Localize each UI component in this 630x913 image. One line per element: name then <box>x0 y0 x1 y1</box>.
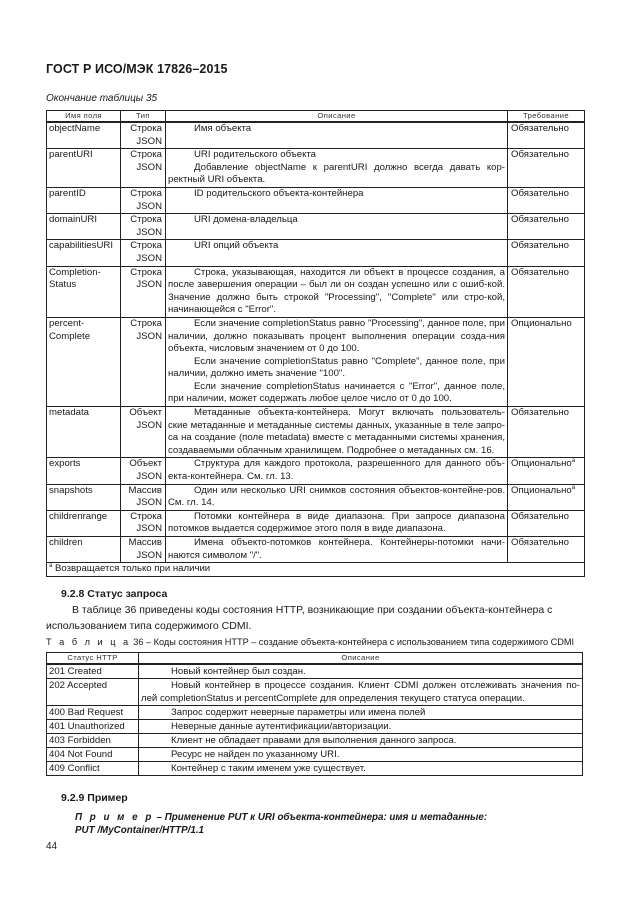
description-text: Контейнер с таким именем уже существует. <box>171 763 366 774</box>
requirement-cell <box>508 214 585 240</box>
requirement-cell <box>508 407 585 458</box>
type-value: JSON <box>136 226 162 238</box>
requirement-cell <box>508 149 585 188</box>
section-heading-9-2-8: 9.2.8 Статус запроса <box>61 588 168 600</box>
description-paragraph: Структура для каждого протокола, разрешенного для данного объ-екта-контейнера. См. гл. 13. <box>168 458 505 483</box>
table-row <box>47 317 585 406</box>
field-name: Complete <box>49 330 91 342</box>
table-footnote <box>47 563 585 577</box>
field-name-cell <box>47 266 121 317</box>
description-paragraph: Потомки контейнера в виде диапазона. При запросе диапазона потомков выдается содержимое этого поля в виде диапазона. <box>168 510 505 535</box>
type-value: JSON <box>136 279 162 291</box>
requirement-cell <box>508 510 585 536</box>
description-cell <box>166 458 508 484</box>
description-cell <box>139 720 583 734</box>
requirement-value: Опционально <box>511 458 572 470</box>
table-row <box>47 122 585 149</box>
table-header-row <box>47 111 585 123</box>
type-cell <box>121 122 166 149</box>
type-cell <box>121 317 166 406</box>
type-value: Массив <box>128 484 162 496</box>
type-value: Строка <box>130 149 162 161</box>
description-paragraph: Если значение completionStatus начинается с "Error", данное поле, при наличии, может содержать любое целое число от 0 до 100. <box>168 380 505 405</box>
type-cell <box>121 240 166 266</box>
description-cell <box>166 510 508 536</box>
type-cell <box>121 187 166 213</box>
type-value: JSON <box>136 549 162 561</box>
footnote-marker: a <box>571 484 576 491</box>
description-cell <box>166 317 508 406</box>
field-name-cell <box>47 214 121 240</box>
description-paragraph: Метаданные объекта-контейнера. Могут включать пользователь-ские метаданные и метаданные системы данных, указанные в теле запро-са на создание (поле metadata) вместе с метаданными системы хранения, создаваемыми облачным хранилищем. Подробнее о метаданных см. 16. <box>168 407 505 456</box>
section-paragraph <box>46 602 586 634</box>
description-text: Неверные данные аутентификации/авторизации. <box>171 721 392 732</box>
requirement-cell <box>508 240 585 266</box>
column-header: Требование <box>508 111 585 123</box>
field-name-cell <box>47 317 121 406</box>
description-text: Новый контейнер в процессе создания. Клиент CDMI должен отслеживать значения по-лей completionStatus и percentComplete для определения текущего статуса операции. <box>141 680 580 704</box>
section-heading-9-2-9: 9.2.9 Пример <box>61 792 128 804</box>
type-value: JSON <box>136 471 162 483</box>
http-status-cell: 403 Forbidden <box>47 734 139 748</box>
type-value: Строка <box>130 510 162 522</box>
table-row <box>47 458 585 484</box>
table-row <box>47 510 585 536</box>
description-paragraph: Имена объекто-потомков контейнера. Контейнеры-потомки начи-наются символом "/". <box>168 537 505 561</box>
field-name: parentID <box>49 187 86 199</box>
description-paragraph: URI опций объекта <box>194 240 279 252</box>
description-paragraph: URI родительского объекта <box>194 149 317 161</box>
table-row <box>47 484 585 510</box>
description-paragraph: URI домена-владельца <box>194 214 298 226</box>
field-name: children <box>49 537 83 548</box>
description-paragraph: Один или несколько URI снимков состояния объектов-контейне-ров. См. гл. 14. <box>168 484 505 509</box>
page-number: 44 <box>46 841 58 852</box>
description-cell <box>166 187 508 213</box>
description-text: Запрос содержит неверные параметры или имена полей <box>171 707 426 718</box>
field-name-cell <box>47 484 121 510</box>
description-paragraph: Добавление objectName к parentURI должно всегда давать кор-ректный URI объекта. <box>168 161 505 186</box>
table-row <box>47 679 583 706</box>
field-name-cell <box>47 240 121 266</box>
requirement-value: Обязательно <box>511 510 569 522</box>
example-text: – Применение PUT к URI объекта-контейнера: имя и метаданные: <box>153 812 488 823</box>
type-value: Объект <box>129 407 162 419</box>
type-value: JSON <box>136 330 162 342</box>
http-status-cell: 404 Not Found <box>47 748 139 762</box>
type-value: Строка <box>130 187 162 199</box>
field-name-cell <box>47 407 121 458</box>
field-name: capabilitiesURI <box>49 240 113 252</box>
description-paragraph: Если значение completionStatus равно "Complete", данное поле, при наличии, должно иметь значение "100". <box>168 355 505 380</box>
description-cell <box>166 240 508 266</box>
field-name: childrenrange <box>49 510 108 522</box>
description-text: Клиент не обладает правами для выполнения данного запроса. <box>171 735 457 746</box>
example-block <box>75 811 487 837</box>
table-36-caption <box>46 637 591 647</box>
type-value: JSON <box>136 252 162 264</box>
type-value: JSON <box>136 135 162 147</box>
description-paragraph: ID родительского объекта-контейнера <box>194 187 364 199</box>
field-name: objectName <box>49 123 101 134</box>
description-cell <box>139 679 583 706</box>
requirement-value: Обязательно <box>511 266 569 278</box>
requirement-value: Обязательно <box>511 240 569 252</box>
field-name-cell <box>47 149 121 188</box>
document-header: ГОСТ Р ИСО/МЭК 17826–2015 <box>46 62 228 76</box>
table-35 <box>46 110 585 577</box>
requirement-cell <box>508 537 585 563</box>
type-value: JSON <box>136 497 162 509</box>
requirement-cell <box>508 187 585 213</box>
description-cell <box>166 214 508 240</box>
requirement-value: Обязательно <box>511 537 569 548</box>
description-cell <box>166 484 508 510</box>
table-row <box>47 240 585 266</box>
requirement-cell <box>508 458 585 484</box>
requirement-value: Обязательно <box>511 149 569 161</box>
field-name: exports <box>49 458 81 470</box>
type-value: Строка <box>130 214 162 226</box>
footnote-text: Возвращается только при наличии <box>52 563 211 575</box>
requirement-value: Обязательно <box>511 214 569 226</box>
example-line-1 <box>75 811 487 824</box>
table-header-row <box>47 653 583 665</box>
column-header: Описание <box>139 653 583 665</box>
table-row <box>47 706 583 720</box>
description-cell <box>139 706 583 720</box>
type-cell <box>121 484 166 510</box>
table-36 <box>46 652 583 776</box>
caption-text: 36 – Коды состояния HTTP – создание объекта-контейнера с использованием типа содержимого CDMI <box>130 637 575 647</box>
description-cell <box>139 734 583 748</box>
http-status-cell: 202 Accepted <box>47 679 139 706</box>
type-cell <box>121 266 166 317</box>
field-name: Completion- <box>49 266 101 278</box>
type-cell <box>121 458 166 484</box>
column-header: Тип <box>121 111 166 123</box>
example-line-2: PUT /MyContainer/HTTP/1.1 <box>75 825 205 836</box>
field-name: percent- <box>49 317 85 329</box>
http-status-cell: 201 Created <box>47 664 139 679</box>
description-text: Новый контейнер был создан. <box>171 666 306 677</box>
requirement-value: Опционально <box>511 317 572 329</box>
description-cell <box>139 748 583 762</box>
table-row <box>47 537 585 563</box>
type-value: JSON <box>136 161 162 173</box>
table-row <box>47 734 583 748</box>
table-35-caption: Окончание таблицы 35 <box>46 93 158 104</box>
requirement-value: Обязательно <box>511 187 569 199</box>
column-header: Имя поля <box>47 111 121 123</box>
table-row <box>47 187 585 213</box>
type-value: JSON <box>136 523 162 535</box>
description-cell <box>139 762 583 776</box>
description-cell <box>166 122 508 149</box>
table-footnote-row <box>47 563 585 577</box>
type-value: Строка <box>130 240 162 252</box>
footnote-marker: a <box>571 458 576 465</box>
type-value: Объект <box>129 458 162 470</box>
table-row <box>47 214 585 240</box>
field-name: parentURI <box>49 149 93 161</box>
type-cell <box>121 149 166 188</box>
type-value: Строка <box>130 266 162 278</box>
requirement-cell <box>508 266 585 317</box>
type-value: JSON <box>136 419 162 431</box>
description-cell <box>166 149 508 188</box>
field-name: Status <box>49 279 77 291</box>
description-text: Ресурс не найден по указанному URI. <box>171 749 340 760</box>
table-row <box>47 407 585 458</box>
description-cell <box>166 407 508 458</box>
description-paragraph: Имя объекта <box>194 123 252 134</box>
paragraph-text: В таблице 36 приведены коды состояния HTTP, возникающие при создании объекта-контейнера с использованием типа содержимого CDMI. <box>46 604 553 632</box>
table-row <box>47 664 583 679</box>
type-cell <box>121 214 166 240</box>
type-value: JSON <box>136 200 162 212</box>
field-name-cell <box>47 458 121 484</box>
requirement-value: Обязательно <box>511 407 569 419</box>
field-name: domainURI <box>49 214 97 226</box>
http-status-cell: 401 Unauthorized <box>47 720 139 734</box>
type-value: Строка <box>130 317 162 329</box>
column-header: Описание <box>166 111 508 123</box>
table-row <box>47 748 583 762</box>
type-value: Строка <box>130 123 162 134</box>
field-name-cell <box>47 510 121 536</box>
footnote-marker: a <box>49 563 53 569</box>
field-name-cell <box>47 122 121 149</box>
description-cell <box>166 537 508 563</box>
field-name-cell <box>47 187 121 213</box>
type-cell <box>121 537 166 563</box>
type-cell <box>121 510 166 536</box>
table-row <box>47 720 583 734</box>
table-row <box>47 762 583 776</box>
http-status-cell: 409 Conflict <box>47 762 139 776</box>
description-cell <box>166 266 508 317</box>
description-paragraph: Строка, указывающая, находится ли объект в процессе создания, а после завершения операции – был ли он создан успешно или с ошиб-кой. Значение должно быть строкой "Processing", "Complete" или стро-кой, начинающейся с "Error". <box>168 266 505 316</box>
description-paragraph: Если значение completionStatus равно "Processing", данное поле, при наличии, должно показывать процент выполнения операции созда-ния объекта, числовым значением от 0 до 100. <box>168 317 505 355</box>
requirement-value: Опционально <box>511 484 572 496</box>
http-status-cell: 400 Bad Request <box>47 706 139 720</box>
example-label: П р и м е р <box>75 812 154 823</box>
requirement-cell <box>508 122 585 149</box>
type-value: Массив <box>128 537 162 548</box>
requirement-cell <box>508 484 585 510</box>
type-cell <box>121 407 166 458</box>
requirement-value: Обязательно <box>511 123 569 134</box>
table-row <box>47 149 585 188</box>
caption-label: Т а б л и ц а <box>46 637 131 647</box>
requirement-cell <box>508 317 585 406</box>
field-name-cell <box>47 537 121 563</box>
description-cell <box>139 664 583 679</box>
table-row <box>47 266 585 317</box>
column-header: Статус HTTP <box>47 653 139 665</box>
field-name: snapshots <box>49 484 93 496</box>
field-name: metadata <box>49 407 90 419</box>
